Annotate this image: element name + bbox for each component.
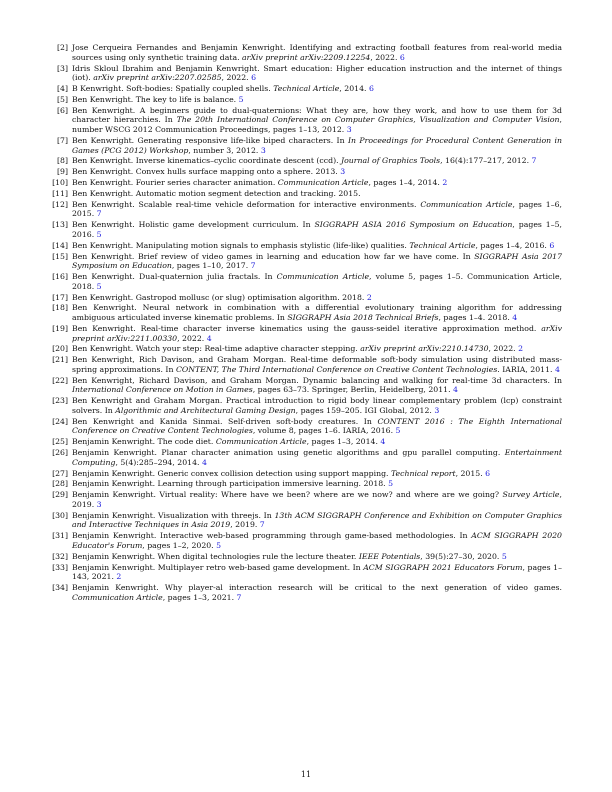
backref-link[interactable]: 4 — [201, 457, 207, 467]
reference-entry — [50, 64, 562, 83]
reference-text-tail: , volume 8, pages 1–6. IARIA, 2016. — [252, 426, 396, 436]
reference-text: Benjamin Kenwright. Generic convex collision detection using support mapping. — [72, 468, 391, 478]
reference-venue: Technical Article — [409, 240, 476, 250]
backref-link[interactable]: 3 — [260, 145, 266, 155]
backref-link[interactable]: 3 — [340, 167, 346, 177]
reference-number: [13] — [52, 220, 68, 230]
reference-venue: arXiv preprint arXiv:2211.00330 — [72, 323, 562, 343]
reference-entry — [50, 324, 562, 343]
reference-venue: SIGGRAPH Asia 2018 Technical Briefs — [287, 313, 439, 323]
reference-text-tail: , pages 1–10, 2017. — [171, 261, 251, 271]
reference-entry — [50, 437, 562, 447]
reference-text-tail: , pages 63–73. Springer, Berlin, Heidelberg, 2011. — [252, 385, 453, 395]
backref-link[interactable]: 4 — [380, 437, 386, 447]
reference-entry — [50, 490, 562, 509]
reference-entry — [50, 511, 562, 530]
reference-venue: In Proceedings for Procedural Content Generation in Games (PCG 2012) Workshop — [72, 135, 562, 155]
backref-link[interactable]: 2 — [366, 292, 372, 302]
reference-venue: The 20th International Conference on Computer Graphics, Visualization and Computer Vision — [176, 115, 560, 125]
backref-link[interactable]: 4 — [512, 313, 518, 323]
reference-text: Jose Cerqueira Fernandes and Benjamin Kenwright. Identifying and extracting football features from real-world media sources using only synthetic training data. — [72, 43, 562, 62]
reference-entry — [50, 355, 562, 374]
reference-venue: Communication Article — [276, 272, 370, 282]
reference-venue: Communication Article — [420, 199, 513, 209]
reference-number: [30] — [52, 510, 68, 520]
reference-text-tail: , 16(4):177–217, 2012. — [440, 156, 532, 166]
page-number: 11 — [300, 770, 312, 779]
reference-text-tail: , pages 1–3, 2014. — [306, 437, 381, 447]
reference-venue: SIGGRAPH Asia 2017 Symposium on Education — [72, 251, 562, 271]
reference-entry — [50, 156, 562, 166]
reference-venue: IEEE Potentials — [358, 551, 421, 561]
reference-text-tail: . IARIA, 2011. — [497, 364, 555, 374]
reference-venue: Journal of Graphics Tools — [341, 156, 441, 166]
reference-entry — [50, 469, 562, 479]
reference-text: Ben Kenwright, Richard Davison, and Graham Morgan. Dynamic balancing and walking for real-time 3d characters. In — [72, 375, 562, 385]
reference-number: [7] — [57, 135, 68, 145]
reference-entry — [50, 106, 562, 135]
reference-entry — [50, 293, 562, 303]
reference-number: [4] — [57, 84, 68, 93]
reference-venue: Survey Article — [502, 490, 560, 500]
reference-entry — [50, 136, 562, 155]
reference-text-tail: , pages 1–5, 2016. — [72, 220, 562, 239]
reference-text: Idris Skloul Ibrahim and Benjamin Kenwright. Smart education: Higher education instruction and the internet of things (iot). — [72, 63, 562, 83]
reference-venue: Communication Article — [277, 178, 369, 188]
reference-venue: International Conference on Motion in Games — [72, 385, 253, 395]
reference-entry — [50, 417, 562, 436]
reference-venue: CONTENT 2016 : The Eighth International Conference on Creative Content Technologies — [72, 416, 562, 436]
reference-venue: SIGGRAPH ASIA 2016 Symposium on Education — [314, 220, 513, 230]
reference-text: Ben Kenwright. Watch your step: Real-time adaptive character stepping. — [72, 344, 361, 354]
reference-number: [33] — [52, 562, 68, 572]
reference-number: [10] — [52, 178, 68, 188]
reference-entry — [50, 167, 562, 177]
reference-entry — [50, 552, 562, 562]
reference-number: [31] — [52, 531, 68, 541]
backref-link[interactable]: 6 — [368, 84, 374, 93]
reference-text: Ben Kenwright. Gastropod mollusc (or slug) optimisation algorithm. 2018. — [72, 292, 367, 302]
backref-link[interactable]: 5 — [388, 479, 394, 489]
reference-entry — [50, 272, 562, 291]
reference-text: Ben Kenwright. Dual-quaternion julia fractals. In — [72, 272, 277, 282]
reference-entry — [50, 376, 562, 395]
reference-number: [18] — [52, 303, 68, 313]
reference-entry — [50, 95, 562, 105]
backref-link[interactable]: 7 — [96, 209, 102, 219]
reference-venue: Technical Article — [273, 84, 340, 93]
reference-number: [12] — [52, 199, 68, 209]
backref-link[interactable]: 5 — [216, 540, 222, 550]
backref-link[interactable]: 3 — [346, 125, 352, 134]
reference-text: Benjamin Kenwright. When digital technologies rule the lecture theater. — [72, 551, 359, 561]
backref-link[interactable]: 6 — [549, 240, 555, 250]
backref-link[interactable]: 2 — [116, 572, 122, 582]
reference-text: Ben Kenwright and Graham Morgan. Practical introduction to rigid body linear complementary problem (lcp) constraint solvers. In — [72, 396, 562, 415]
reference-number: [15] — [52, 251, 68, 261]
reference-number: [26] — [52, 448, 68, 458]
reference-text-tail: , 2022. — [370, 52, 400, 62]
backref-link[interactable]: 6 — [251, 73, 257, 83]
reference-number: [11] — [52, 188, 68, 198]
backref-link[interactable]: 5 — [96, 229, 102, 239]
backref-link[interactable]: 2 — [518, 344, 524, 354]
reference-text: Ben Kenwright. The key to life is balance. — [72, 94, 239, 104]
backref-link[interactable]: 7 — [236, 592, 242, 602]
backref-link[interactable]: 7 — [250, 261, 256, 271]
reference-entry — [50, 252, 562, 271]
reference-entry — [50, 43, 562, 62]
reference-text-tail: , number 3, 2012. — [188, 145, 261, 155]
backref-link[interactable]: 6 — [399, 52, 405, 62]
reference-text-tail: , 2022. — [221, 73, 252, 83]
reference-text: Ben Kenwright, Rich Davison, and Graham Morgan. Real-time deformable soft-body simulation using distributed mass-spring approximations. In — [72, 355, 562, 374]
reference-text: Ben Kenwright. Brief review of video games in learning and education how far we have come. In — [72, 251, 475, 261]
reference-venue: Technical report — [390, 468, 456, 478]
reference-text: B Kenwright. Soft-bodies: Spatially coupled shells. — [72, 84, 274, 93]
reference-entry — [50, 448, 562, 467]
backref-link[interactable]: 5 — [96, 281, 102, 291]
reference-text: Ben Kenwright. Fourier series character animation. — [72, 178, 278, 188]
reference-entry — [50, 344, 562, 354]
reference-venue: Communication Article — [72, 592, 163, 602]
reference-text: Benjamin Kenwright. Virtual reality: Where have we been? where are we now? and where are we going? — [72, 490, 503, 500]
reference-entry — [50, 583, 562, 602]
backref-link[interactable]: 4 — [554, 364, 560, 374]
reference-text: Ben Kenwright. Inverse kinematics–cyclic coordinate descent (ccd). — [72, 156, 342, 166]
reference-text: Ben Kenwright. Manipulating motion signals to emphasis stylistic (life-like) qualities. — [72, 240, 410, 250]
reference-number: [19] — [52, 323, 68, 333]
reference-number: [21] — [52, 355, 68, 365]
reference-text-tail: , 39(5):27–30, 2020. — [420, 551, 502, 561]
reference-venue: 13th ACM SIGGRAPH Conference and Exhibition on Computer Graphics and Interactive Techniques in Asia 2019 — [72, 510, 562, 530]
reference-venue: Communication Article — [215, 437, 307, 447]
reference-venue: ACM SIGGRAPH 2020 Educator's Forum — [72, 531, 562, 550]
reference-venue: Algorithmic and Architectural Gaming Design — [115, 405, 296, 415]
reference-text: Ben Kenwright. Holistic game development curriculum. In — [72, 220, 315, 230]
reference-text: Ben Kenwright. Real-time character inverse kinematics using the gauss-seidel iterative approximation method. — [72, 323, 542, 333]
reference-text-tail: , 2015. — [455, 468, 486, 478]
reference-venue: arXiv preprint arXiv:2209.12254 — [242, 52, 371, 62]
reference-number: [29] — [52, 490, 68, 500]
reference-text-tail: , pages 1–6, 2015. — [72, 199, 562, 219]
reference-venue: ACM SIGGRAPH 2021 Educators Forum — [363, 562, 523, 572]
backref-link[interactable]: 4 — [453, 385, 458, 395]
reference-text-tail: , 2022. — [488, 344, 519, 354]
reference-venue: Entertainment Computing — [72, 448, 562, 467]
reference-text-tail: , pages 159–205. IGI Global, 2012. — [295, 405, 435, 415]
reference-text: Ben Kenwright. Convex hulls surface mapping onto a sphere. 2013. — [72, 167, 341, 177]
reference-text: Benjamin Kenwright. Interactive web-based programming through game-based methodologies. In — [72, 531, 472, 541]
backref-link[interactable]: 5 — [238, 94, 244, 104]
reference-text-tail: , pages 1–4, 2014. — [368, 178, 443, 188]
reference-entry — [50, 189, 562, 199]
reference-entry — [50, 531, 562, 550]
reference-number: [34] — [52, 583, 68, 593]
reference-text: Ben Kenwright. Generating responsive life-like biped characters. In — [72, 135, 348, 145]
reference-entry — [50, 479, 562, 489]
backref-link[interactable]: 5 — [395, 426, 401, 436]
reference-text-tail: , pages 1–2, 2020. — [142, 540, 217, 550]
reference-entry — [50, 84, 562, 94]
reference-list — [50, 43, 562, 604]
reference-number: [17] — [52, 292, 68, 302]
reference-text-tail: , pages 1–3, 2021. — [162, 592, 237, 602]
reference-text: Ben Kenwright and Kanida Sinmai. Self-driven soft-body creatures. In — [72, 416, 378, 426]
reference-text: Ben Kenwright. Scalable real-time vehicle deformation for interactive environments. — [72, 199, 421, 209]
reference-number: [23] — [52, 396, 68, 406]
reference-number: [25] — [52, 437, 68, 447]
reference-text-tail: , pages 1–4, 2016. — [475, 240, 550, 250]
backref-link[interactable]: 7 — [531, 156, 537, 166]
backref-link[interactable]: 4 — [206, 333, 212, 343]
reference-entry — [50, 220, 562, 239]
reference-text-tail: , 2022. — [177, 333, 207, 343]
reference-entry — [50, 303, 562, 322]
reference-text-tail: , pages 1–143, 2021. — [72, 562, 562, 582]
reference-venue: arXiv preprint arXiv:2207.02585 — [93, 73, 222, 83]
reference-entry — [50, 563, 562, 582]
reference-entry — [50, 200, 562, 219]
reference-number: [32] — [52, 551, 68, 561]
reference-text-tail: , 5(4):285–294, 2014. — [115, 457, 202, 467]
reference-venue: CONTENT, The Third International Conference on Creative Content Technologies — [175, 364, 498, 374]
reference-text-tail: , 2019. — [230, 520, 260, 530]
reference-text: Ben Kenwright. A beginners guide to dual-quaternions: What they are, how they work, and how to use them for 3d character hierarchies. In — [72, 105, 562, 125]
reference-number: [24] — [52, 416, 68, 426]
reference-text: Benjamin Kenwright. Learning through participation immersive learning. 2018. — [72, 479, 389, 489]
reference-text: Benjamin Kenwright. Planar character animation using genetic algorithms and gpu parallel computing. — [72, 448, 505, 458]
reference-text: Ben Kenwright. Automatic motion segment detection and tracking. 2015. — [72, 188, 361, 198]
reference-number: [9] — [57, 167, 68, 177]
reference-text: Benjamin Kenwright. Multiplayer retro web-based game development. In — [72, 562, 364, 572]
reference-text-tail: , number WSCG 2012 Communication Proceedings, pages 1–13, 2012. — [72, 115, 563, 134]
reference-text-tail: , 2014. — [339, 84, 369, 93]
reference-text-tail: , volume 5, pages 1–5. Communication Article, 2018. — [72, 272, 562, 291]
backref-link[interactable]: 3 — [96, 499, 102, 509]
reference-text: Benjamin Kenwright. Visualization with threejs. In — [72, 510, 275, 520]
reference-number: [28] — [52, 479, 68, 489]
reference-text-tail: , pages 1–4. 2018. — [438, 313, 513, 323]
reference-number: [5] — [57, 94, 68, 104]
backref-link[interactable]: 5 — [501, 551, 507, 561]
reference-number: [3] — [57, 63, 68, 73]
backref-link[interactable]: 3 — [434, 405, 440, 415]
reference-number: [6] — [57, 105, 68, 115]
reference-number: [22] — [52, 375, 68, 385]
backref-link[interactable]: 7 — [259, 520, 265, 530]
reference-text: Benjamin Kenwright. The code diet. — [72, 437, 216, 447]
reference-number: [27] — [52, 468, 68, 478]
reference-number: [14] — [52, 240, 68, 250]
reference-number: [2] — [57, 43, 68, 52]
reference-entry — [50, 241, 562, 251]
backref-link[interactable]: 6 — [485, 468, 491, 478]
reference-entry — [50, 178, 562, 188]
reference-number: [8] — [57, 156, 68, 166]
reference-text: Ben Kenwright. Neural network in combination with a differential evolutionary training algorithm for addressing ambiguous articulated inverse kinematic problems. In — [72, 303, 562, 323]
reference-text: Benjamin Kenwright. Why player-al interaction research will be critical to the next generation of video games. — [72, 583, 562, 593]
reference-number: [16] — [52, 272, 68, 282]
reference-text-tail: , 2019. — [72, 490, 562, 509]
reference-entry — [50, 396, 562, 415]
backref-link[interactable]: 2 — [442, 178, 448, 188]
reference-venue: arXiv preprint arXiv:2210.14730 — [360, 344, 489, 354]
reference-number: [20] — [52, 344, 68, 354]
